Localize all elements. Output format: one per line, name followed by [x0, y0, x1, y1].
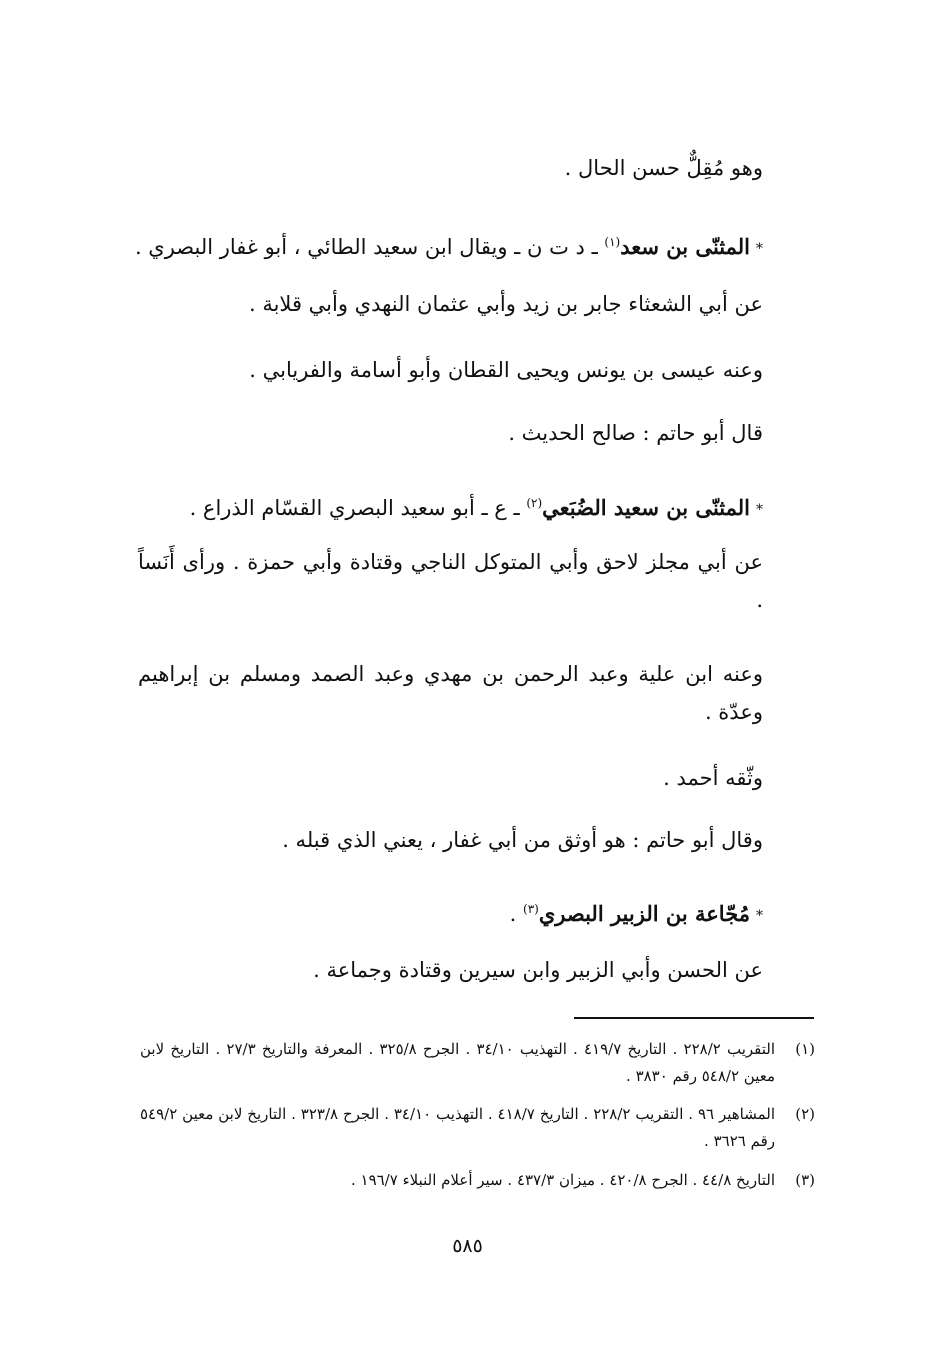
footnote-2	[140, 1101, 815, 1155]
entry1-students-text: وعنه عيسى بن يونس ويحيى القطان وأبو أسامة والفريابي .	[249, 358, 763, 382]
footnote-3	[140, 1167, 815, 1194]
entry3-teachers-text: عن الحسن وأبي الزبير وابن سيرين وقتادة وجماعة .	[313, 958, 763, 982]
entry2-students	[138, 655, 763, 731]
footnote-text: التقريب ٢٢٨/٢ . التاريخ ٤١٩/٧ . التهذيب ٣٤/١٠ . الجرح ٣٢٥/٨ . المعرفة والتاريخ ٢٧/٣ . التاريخ لابن معين ٥٤٨/٢ رقم ٣٨٣٠ .	[140, 1040, 776, 1085]
entry-description: ـ ع ـ أبو سعيد البصري القسّام الذراع .	[189, 496, 527, 520]
footnote-text: التاريخ ٤٤/٨ . الجرح ٤٢٠/٨ . ميزان ٤٣٧/٣ . سير أعلام النبلاء ١٩٦/٧ .	[350, 1171, 775, 1189]
entry1-teachers-text: عن أبي الشعثاء جابر بن زيد وأبي عثمان النهدي وأبي قلابة .	[248, 292, 763, 316]
footnote-1	[140, 1036, 815, 1090]
entry-bullet-star: *	[756, 907, 763, 924]
entry-mujjaa-ibn-zubair	[138, 889, 763, 936]
page-number: ٥٨٥	[452, 1235, 483, 1257]
entry-description: .	[509, 902, 524, 926]
footnote-ref: (٣)	[523, 902, 539, 916]
footnote-text: المشاهير ٩٦ . التقريب ٢٢٨/٢ . التاريخ ٤١٨/٧ . التهذيب ٣٤/١٠ . الجرح ٣٢٣/٨ . التاريخ لابن معين ٥٤٩/٢ رقم ٣٦٢٦ .	[140, 1105, 776, 1150]
footnote-number: (٢)	[795, 1105, 815, 1123]
entry2-grading	[138, 820, 763, 860]
entry-muthanna-ibn-saad	[134, 222, 763, 269]
entry2-students-text: وعنه ابن علية وعبد الرحمن بن مهدي وعبد الصمد ومسلم بن إبراهيم وعدّة .	[138, 662, 763, 724]
entry3-teachers	[138, 950, 763, 990]
entry-name: المثنّى بن سعيد الضُبَعي	[542, 495, 750, 520]
entry1-teachers	[138, 284, 763, 324]
entry2-teachers	[138, 543, 763, 619]
entry-bullet-star: *	[756, 501, 763, 518]
entry-name: مُجّاعة بن الزبير البصري	[538, 901, 750, 926]
entry2-teachers-text: عن أبي مجلز لاحق وأبي المتوكل الناجي وقتادة وأبي حمزة . ورأى أَنَساً .	[138, 550, 763, 612]
entry-description: ـ د ت ن ـ ويقال ابن سعيد الطائي ، أبو غفار البصري .	[134, 235, 605, 259]
entry2-grading-text: وقال أبو حاتم : هو أوثق من أبي غفار ، يعني الذي قبله .	[282, 828, 763, 852]
footnote-divider	[574, 1017, 814, 1019]
entry2-trust-text: وثّقه أحمد .	[663, 766, 763, 790]
footnote-number: (٣)	[795, 1171, 815, 1189]
entry1-students	[138, 350, 763, 390]
entry2-trust	[138, 758, 763, 798]
entry1-grading	[138, 413, 763, 453]
text-line-muqill	[138, 148, 763, 188]
entry1-grading-text: قال أبو حاتم : صالح الحديث .	[508, 421, 763, 445]
footnote-ref: (٢)	[526, 496, 543, 510]
text-line-muqill-text: وهو مُقِلٌّ حسن الحال .	[564, 156, 763, 180]
entry-muthanna-ibn-said	[138, 483, 763, 530]
footnote-number: (١)	[795, 1040, 815, 1058]
entry-name: المثنّى بن سعد	[620, 234, 750, 259]
entry-bullet-star: *	[756, 240, 763, 257]
footnote-ref: (١)	[604, 235, 621, 249]
